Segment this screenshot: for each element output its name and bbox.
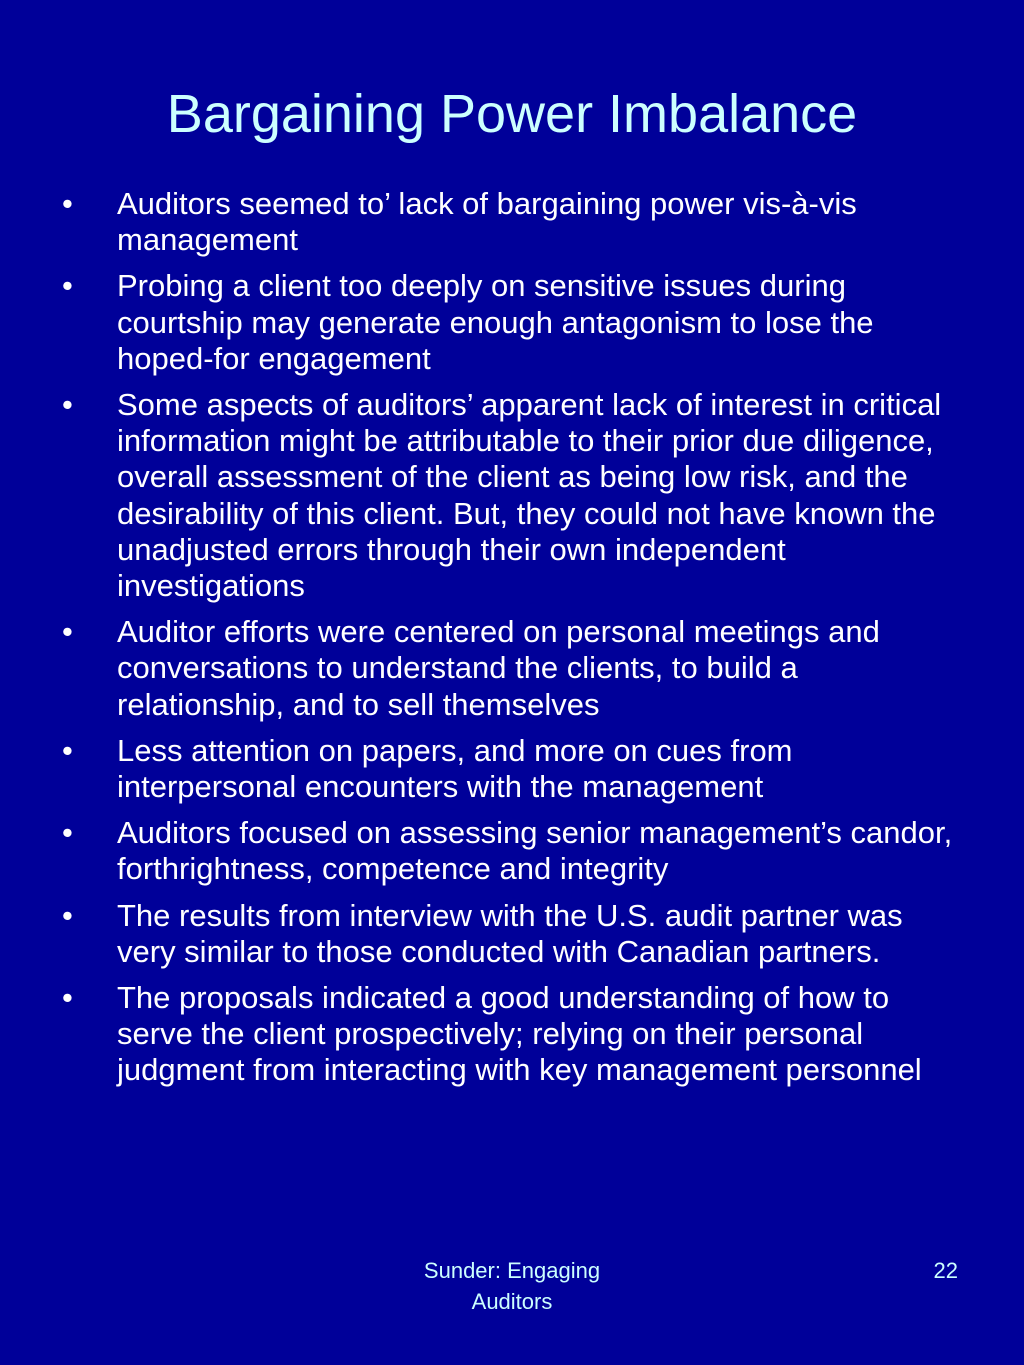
footer-author <box>362 1255 662 1317</box>
bullet-text: Auditor efforts were centered on personal meetings and conversations to understand the clients, to build a relationship, and to sell themselves <box>117 614 880 722</box>
bullet-list <box>0 186 1024 1099</box>
footer-author-line2: Auditors <box>471 1289 553 1314</box>
bullet-marker: • <box>62 614 73 650</box>
bullet-marker: • <box>62 387 73 423</box>
bullet-text: Less attention on papers, and more on cues from interpersonal encounters with the management <box>117 732 793 805</box>
bullet-text: Probing a client too deeply on sensitive issues during courtship may generate enough antagonism to lose the hoped-for engagement <box>117 268 874 376</box>
bullet-item <box>0 387 1024 604</box>
bullet-marker: • <box>62 980 73 1016</box>
bullet-item <box>0 980 1024 1089</box>
bullet-item <box>0 614 1024 723</box>
bullet-marker: • <box>62 268 73 304</box>
bullet-text: Some aspects of auditors’ apparent lack of interest in critical information might be attributable to their prior due diligence, overall assessment of the client as being low risk, and the desirability of this client. But, they could not have known the unadjusted errors through their own independent investigations <box>117 387 942 604</box>
footer-author-line1: Sunder: Engaging <box>423 1258 601 1283</box>
bullet-marker: • <box>62 815 73 851</box>
bullet-item <box>0 733 1024 805</box>
bullet-marker: • <box>62 897 73 933</box>
bullet-text: The results from interview with the U.S. audit partner was very similar to those conducted with Canadian partners. <box>117 897 903 969</box>
bullet-marker: • <box>62 186 73 221</box>
bullet-marker: • <box>62 732 73 768</box>
bullet-item <box>0 815 1024 887</box>
page-number: 22 <box>933 1258 958 1283</box>
bullet-text: Auditors seemed to’ lack of bargaining power vis-à-vis management <box>117 186 857 258</box>
bullet-text: Auditors focused on assessing senior management’s candor, forthrightness, competence and integrity <box>117 815 953 887</box>
bullet-item <box>0 268 1024 377</box>
bullet-item <box>0 898 1024 970</box>
bullet-text: The proposals indicated a good understanding of how to serve the client prospectively; relying on their personal judgment from interacting with key management personnel <box>117 980 922 1088</box>
bullet-item <box>0 186 1024 258</box>
slide-title: Bargaining Power Imbalance <box>166 84 858 144</box>
